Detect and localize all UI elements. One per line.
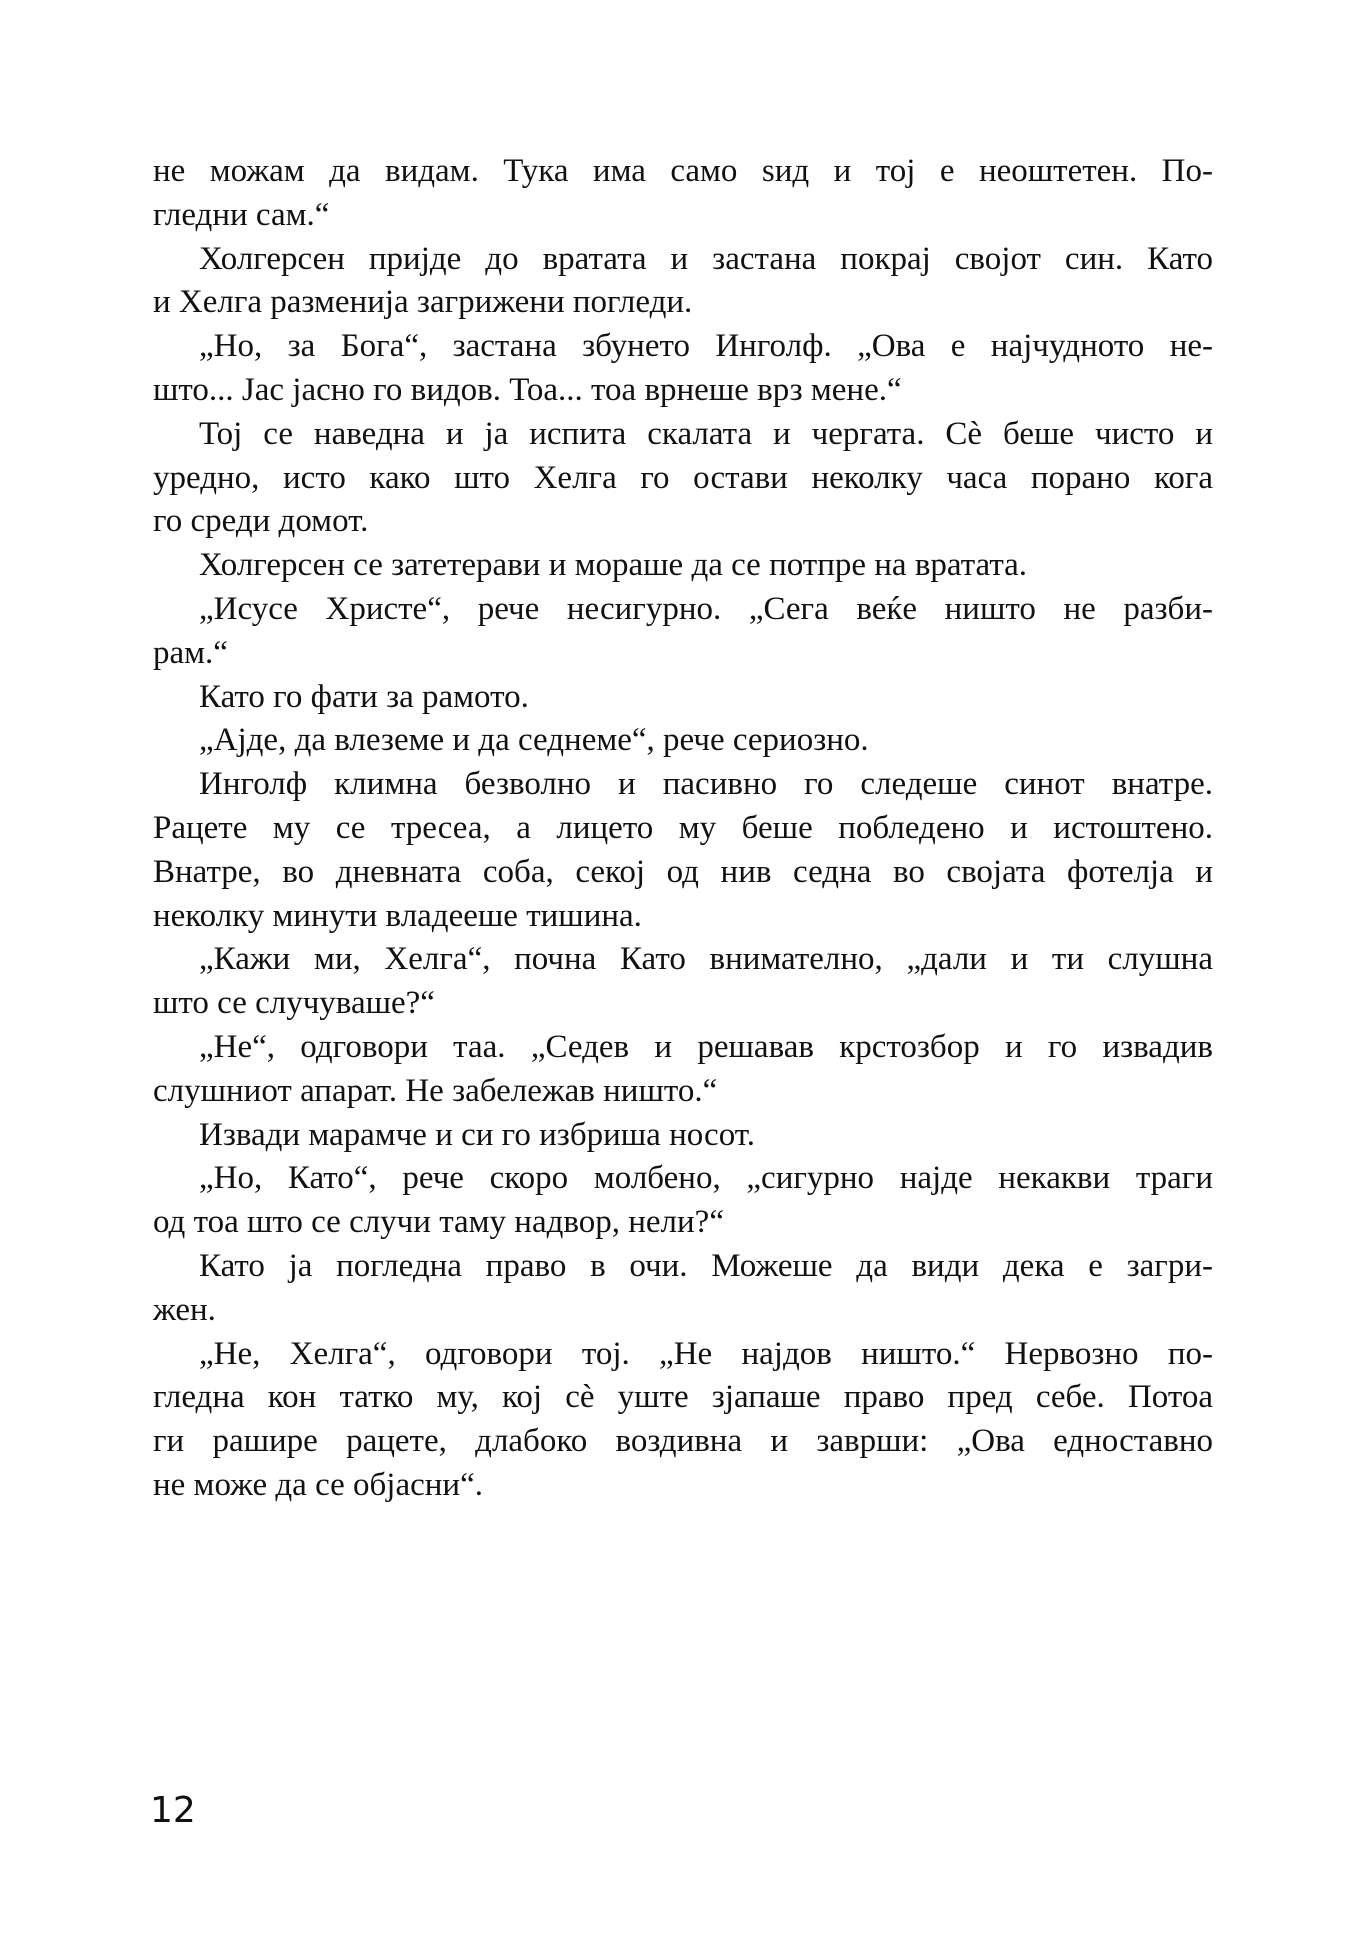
text-line: Холгерсен се затетерави и мораше да се потпре на вратата.: [199, 547, 1028, 584]
text-line: рам.“: [153, 634, 228, 671]
text-line: Инголф климна безволно и пасивно го следеше синот внатре.: [199, 766, 1213, 803]
text-line: и Хелга разменија загрижени погледи.: [153, 284, 693, 321]
text-line: неколку минути владееше тишина.: [153, 897, 642, 934]
text-line: не може да се објасни“.: [153, 1466, 483, 1503]
body-text: [153, 150, 1213, 1508]
text-line: Като го фати за рамото.: [199, 678, 529, 715]
text-line: не можам да видам. Тука има само ѕид и тој е неоштетен. По-: [153, 153, 1213, 189]
text-line: што... Јас јасно го видов. Тоа... тоа врнеше врз мене.“: [153, 371, 902, 408]
text-line: „Но, за Бога“, застана збунето Инголф. „Ова е најчудното не-: [199, 328, 1213, 365]
text-line: уредно, исто како што Хелга го остави неколку часа порано кога: [153, 459, 1213, 496]
text-line: „Но, Като“, рече скоро молбено, „сигурно најде некакви траги: [199, 1160, 1213, 1197]
text-line: „Кажи ми, Хелга“, почна Като внимателно, „дали и ти слушна: [199, 941, 1213, 978]
text-line: Тој се наведна и ја испита скалата и чергата. Сè беше чисто и: [199, 415, 1213, 452]
text-line: гледна кон татко му, кој сè уште зјапаше право пред себе. Потоа: [153, 1379, 1213, 1416]
text-line: слушниот апарат. Не забележав ништо.“: [153, 1072, 718, 1109]
text-line: го среди домот.: [153, 503, 369, 540]
text-line: гледни сам.“: [153, 196, 330, 233]
text-line: ги рашире рацете, длабоко воздивна и заврши: „Ова едноставно: [153, 1423, 1213, 1460]
text-line: Внатре, во дневната соба, секој од нив седна во својата фотелја и: [153, 853, 1213, 890]
text-line: жен.: [153, 1291, 216, 1328]
text-line: Холгерсен пријде до вратата и застана покрај својот син. Като: [199, 240, 1213, 277]
text-line: Рацете му се тресеа, а лицето му беше побледено и истоштено.: [153, 809, 1213, 846]
text-line: „Не“, одговори таа. „Седев и решавав крстозбор и го извадив: [199, 1028, 1213, 1065]
text-line: „Исусе Христе“, рече несигурно. „Сега веќе ништо не разби-: [199, 590, 1213, 627]
page-number: 12: [150, 1790, 196, 1831]
text-line: Извади марамче и си го избриша носот.: [199, 1116, 755, 1153]
text-line: Като ја погледна право в очи. Можеше да види дека е загри-: [199, 1247, 1213, 1284]
text-line: од тоа што се случи таму надвор, нели?“: [153, 1204, 724, 1241]
text-line: „Ајде, да влеземе и да седнеме“, рече сериозно.: [199, 722, 869, 759]
text-line: „Не, Хелга“, одговори тој. „Не најдов ништо.“ Нервозно по-: [199, 1335, 1213, 1372]
text-line: што се случуваше?“: [153, 985, 435, 1022]
